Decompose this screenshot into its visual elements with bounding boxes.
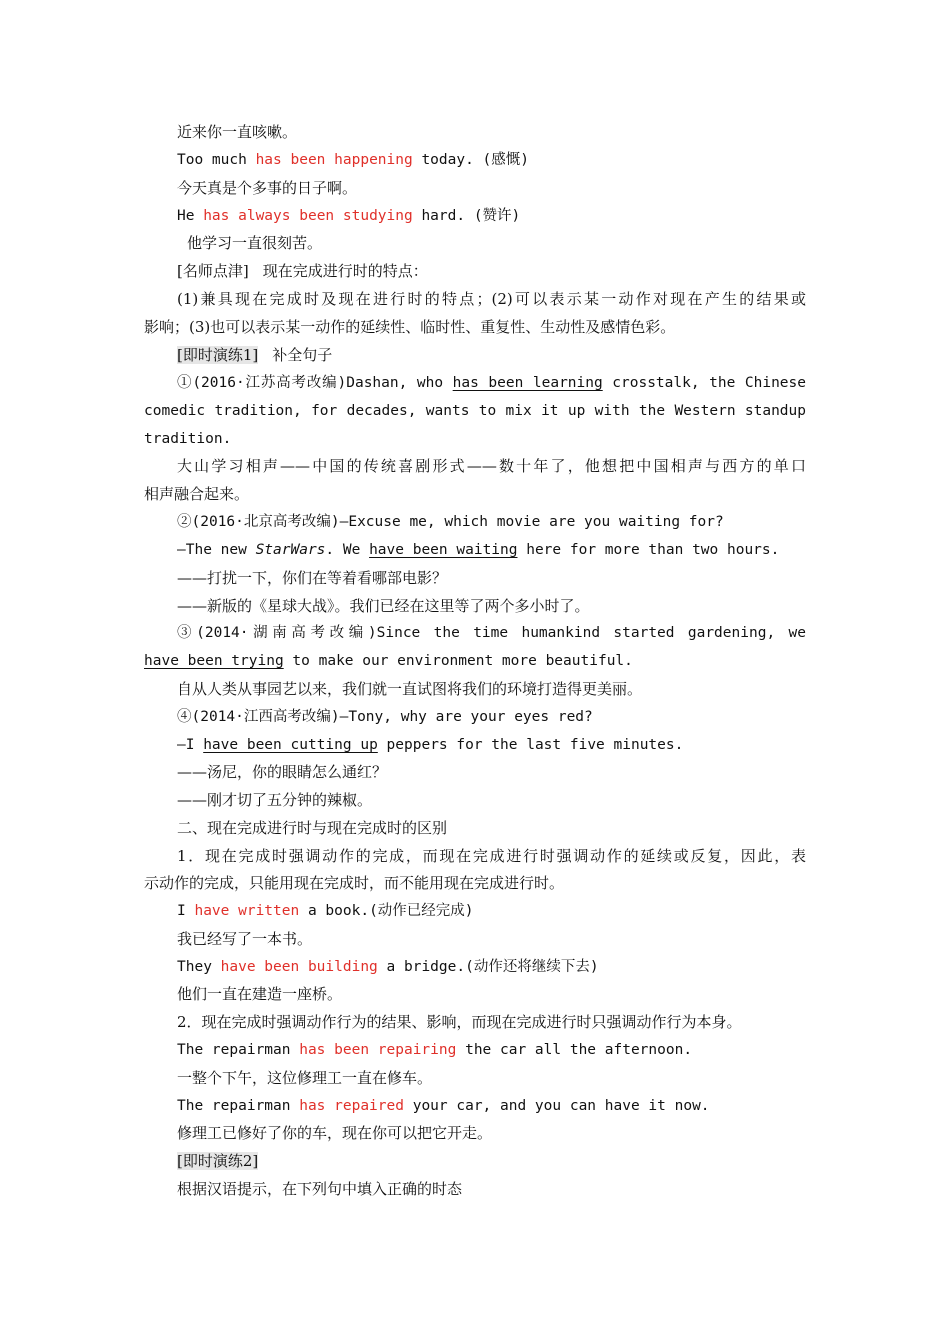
note-tag: [名师点津] (177, 262, 249, 280)
text-line: 大山学习相声——中国的传统喜剧形式——数十年了，他想把中国相声与西方的单口 (177, 457, 806, 475)
answer-underline: have been cutting up (203, 737, 378, 753)
text-line: 示动作的完成，只能用现在完成时，而不能用现在完成进行时。 (144, 874, 565, 892)
example-sentence: ①(2016·江苏高考改编)Dashan, who has been learning crosstalk, the Chinese (177, 375, 806, 391)
text-line: ③(2014·湖南高考改编)Since the time humankind started gardening, we (177, 625, 806, 641)
italic-title: StarWars (255, 542, 326, 558)
example-sentence: The repairman has been repairing the car all the afternoon. (177, 1042, 693, 1058)
text-line: 修理工已修好了你的车，现在你可以把它开走。 (177, 1124, 493, 1142)
text-line: 我已经写了一本书。 (177, 930, 313, 948)
example-sentence: have been trying to make our environment more beautiful. (144, 653, 633, 669)
example-sentence: —I have been cutting up peppers for the last five minutes. (177, 737, 684, 753)
exercise-tag: [即时演练2] (177, 1152, 259, 1170)
text-line: 自从人类从事园艺以来，我们就一直试图将我们的环境打造得更美丽。 (177, 680, 643, 698)
text-line: ④(2014·江西高考改编)—Tony, why are your eyes red? (177, 709, 593, 725)
answer-underline: have been waiting (369, 542, 518, 558)
highlight-verb: has repaired (299, 1098, 404, 1114)
note-heading: [名师点津] 现在完成进行时的特点： (177, 262, 428, 280)
text-line: ——刚才切了五分钟的辣椒。 (177, 791, 373, 809)
highlight-verb: have written (194, 903, 300, 919)
highlight-verb: has been repairing (299, 1042, 457, 1058)
text-line: 近来你一直咳嗽。 (177, 123, 298, 141)
exercise-heading: [即时演练1] 补全句子 (177, 346, 333, 364)
example-sentence: —The new StarWars. We have been waiting here for more than two hours. (177, 542, 780, 558)
text-line: (1)兼具现在完成时及现在进行时的特点；(2)可以表示某一动作对现在产生的结果或 (177, 290, 806, 308)
example-sentence: Too much has been happening today. (感慨) (177, 152, 530, 168)
answer-underline: have been trying (144, 653, 284, 669)
example-sentence: They have been building a bridge.(动作还将继续下去) (177, 959, 599, 975)
example-sentence: The repairman has repaired your car, and you can have it now. (177, 1098, 710, 1114)
example-sentence: He has always been studying hard. (赞许) (177, 208, 521, 224)
text-line: 2．现在完成时强调动作行为的结果、影响，而现在完成进行时只强调动作行为本身。 (177, 1013, 742, 1031)
text-line: 他学习一直很刻苦。 (187, 234, 323, 252)
text-line: 一整个下午，这位修理工一直在修车。 (177, 1069, 433, 1087)
example-sentence: I have written a book.(动作已经完成) (177, 903, 474, 919)
text-line: 相声融合起来。 (144, 485, 250, 503)
highlight-verb: has always been studying (203, 208, 413, 224)
text-line: ②(2016·北京高考改编)—Excuse me, which movie are you waiting for? (177, 514, 724, 530)
text-line: 1．现在完成时强调动作的完成，而现在完成进行时强调动作的延续或反复，因此，表 (177, 847, 806, 865)
text-line: ——汤尼，你的眼睛怎么通红？ (177, 763, 388, 781)
text-line: 他们一直在建造一座桥。 (177, 985, 343, 1003)
highlight-verb: has been happening (255, 152, 413, 168)
highlight-verb: have been building (220, 959, 378, 975)
section-heading: 二、现在完成进行时与现在完成时的区别 (177, 819, 448, 837)
text-line: 根据汉语提示，在下列句中填入正确的时态 (177, 1180, 463, 1198)
text-line: 今天真是个多事的日子啊。 (177, 179, 358, 197)
text-line: comedic tradition, for decades, wants to mix it up with the Western standup (144, 403, 806, 419)
text-line: tradition. (144, 431, 232, 447)
exercise-heading (177, 1149, 806, 1173)
exercise-tag: [即时演练1] (177, 346, 259, 364)
text-line: ——新版的《星球大战》。我们已经在这里等了两个多小时了。 (177, 597, 590, 615)
text-line: ——打扰一下，你们在等着看哪部电影？ (177, 569, 448, 587)
text-line: 影响；(3)也可以表示某一动作的延续性、临时性、重复性、生动性及感情色彩。 (144, 318, 676, 336)
answer-underline: has been learning (452, 375, 603, 391)
